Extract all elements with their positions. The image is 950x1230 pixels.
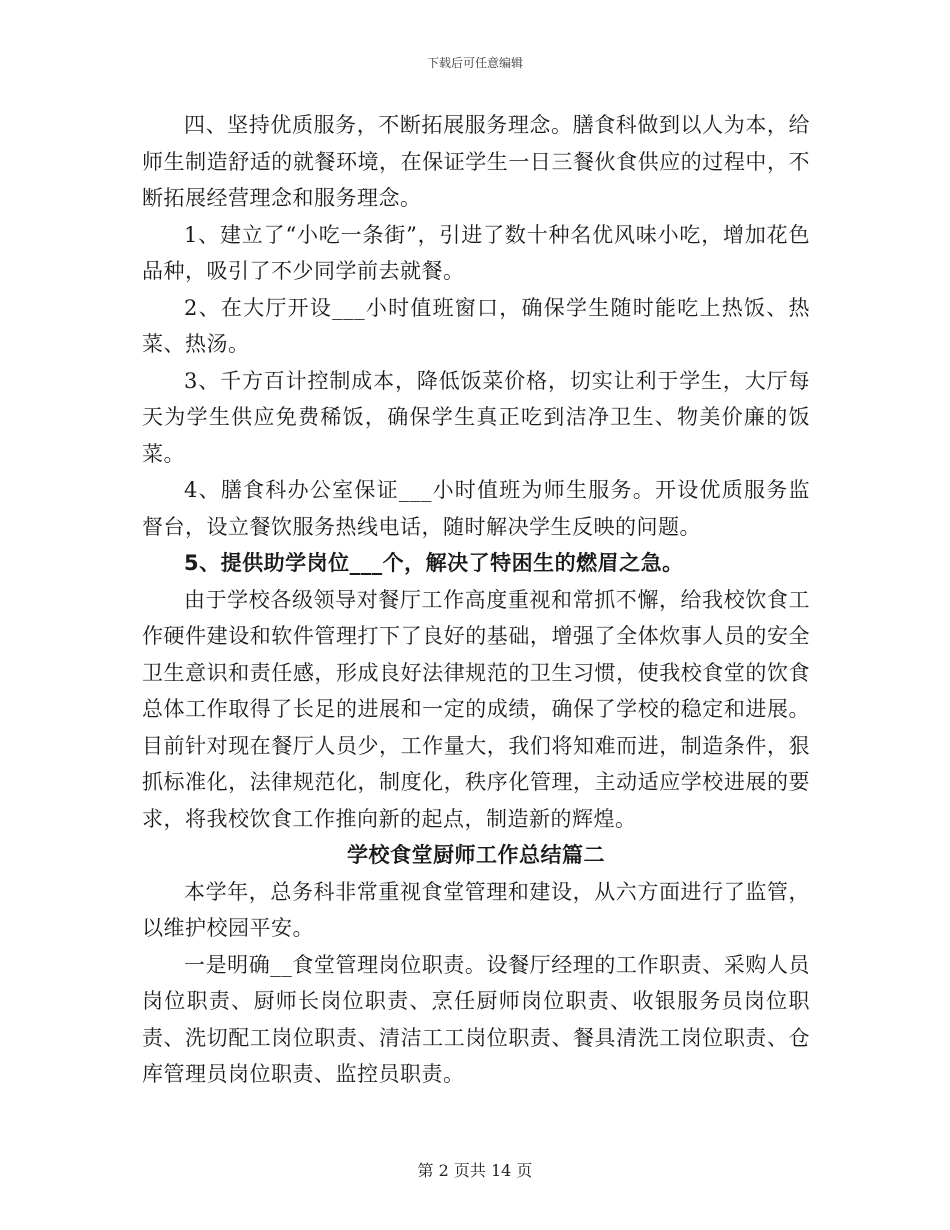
paragraph-service-philosophy: 四、坚持优质服务，不断拓展服务理念。膳食科做到以人为本，给师生制造舒适的就餐环境，在保证学生一日三餐伙食供应的过程中，不断拓展经营理念和服务理念。 <box>142 113 810 210</box>
paragraph-office-duty: 4、膳食科办公室保证___小时值班为师生服务。开设优质服务监督台，设立餐饮服务热线电话，随时解决学生反映的问题。 <box>142 478 810 539</box>
paragraph-snack-street: 1、建立了“小吃一条街”，引进了数十种名优风味小吃，增加花色品种，吸引了不少同学前去就餐。 <box>142 222 810 283</box>
paragraph-hall-window: 2、在大厅开设___小时值班窗口，确保学生随时能吃上热饭、热菜、热汤。 <box>142 295 810 356</box>
document-body <box>142 107 810 1093</box>
page-header: 下载后可任意编辑 <box>426 56 523 70</box>
section-heading: 学校食堂厨师工作总结篇二 <box>347 843 605 867</box>
paragraph-job-duties: 一是明确__食堂管理岗位职责。设餐厅经理的工作职责、采购人员岗位职责、厨师长岗位职责、烹任厨师岗位职责、收银服务员岗位职责、洗切配工岗位职责、清洁工工岗位职责、餐具清洗工岗位职责、仓库管理员岗位职责、监控员职责。 <box>142 952 810 1086</box>
page-footer: 第 2 页共 14 页 <box>417 1161 533 1180</box>
paragraph-summary: 由于学校各级领导对餐厅工作高度重视和常抓不懈，给我校饮食工作硬件建设和软件管理打下了良好的基础，增强了全体炊事人员的安全卫生意识和责任感，形成良好法律规范的卫生习惯，使我校食堂的饮食总体工作取得了长足的进展和一定的成绩，确保了学校的稳定和进展。目前针对现在餐厅人员少，工作量大，我们将知难而进，制造条件，狠抓标准化，法律规范化，制度化，秩序化管理，主动适应学校进展的要求，将我校饮食工作推向新的起点，制造新的辉煌。 <box>142 587 810 831</box>
paragraph-intro-part2: 本学年，总务科非常重视食堂管理和建设，从六方面进行了监管，以维护校园平安。 <box>142 879 810 940</box>
paragraph-cost-control: 3、千方百计控制成本，降低饭菜价格，切实让利于学生，大厅每天为学生供应免费稀饭，确保学生真正吃到洁净卫生、物美价廉的饭菜。 <box>142 368 810 466</box>
paragraph-work-study-posts: 5、提供助学岗位___个，解决了特困生的燃眉之急。 <box>184 551 684 575</box>
